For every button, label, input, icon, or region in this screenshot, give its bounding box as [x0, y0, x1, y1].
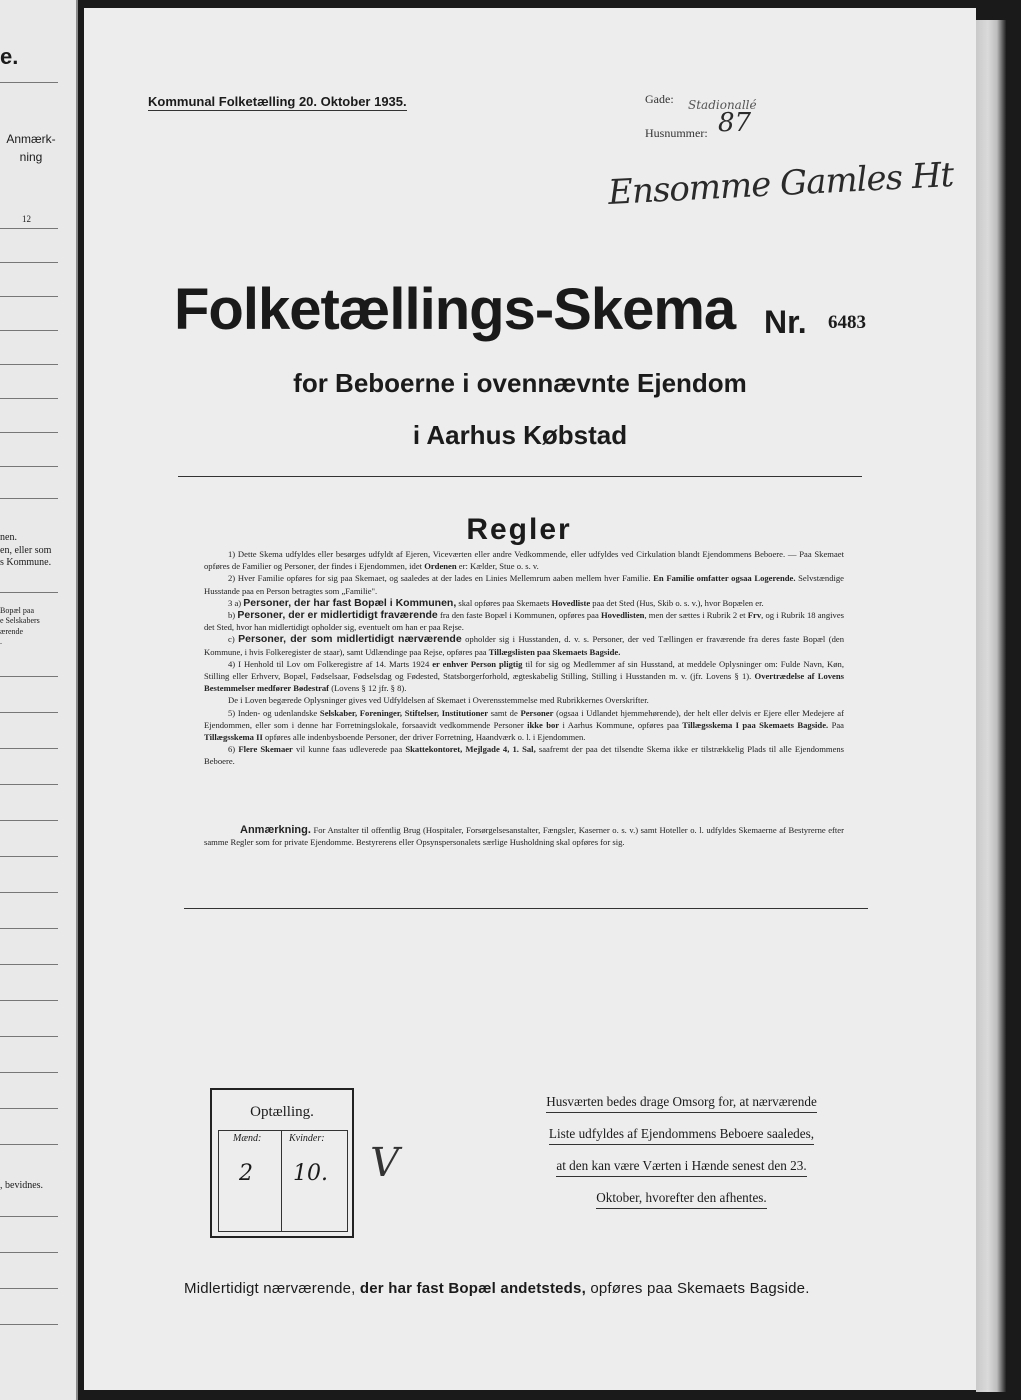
remark-text [204, 824, 844, 849]
remark-body: For Anstalter til offentlig Brug (Hospitaler, Forsørgelsesanstalter, Fængsler, Kaserner o. s. v.) samt Hoteller o. l. udfyldes Skemaerne af Bestyrerne efter samme Regler som for private Ejendomme. Bestyrerens eller Opsynspersonalets særlige Husholdning skal opføres for sig. [204, 825, 844, 848]
left-page-rule [0, 856, 58, 857]
rule-2: 2) Hver Familie opføres for sig paa Skemaet, og saaledes at der lades en Linies Mellemrum aaben mellem hver Familie. En Familie omfatter ogsaa Logerende. Selvstændige Husstande paa en Person betragtes som „Familie". [204, 573, 844, 596]
left-page-rule [0, 498, 58, 499]
left-page-rule [0, 1216, 58, 1217]
rule-3b: b) Personer, der er midlertidigt fraværende fra den faste Bopæl i Kommunen, opføres paa Hovedlisten, men der sættes i Rubrik 2 et Frv, og i Rubrik 18 angives det Sted, hvor han midlertidigt opholder sig, eventuelt om han er paa Rejse. [204, 609, 844, 633]
left-page-rule [0, 296, 58, 297]
left-page-rule [0, 466, 58, 467]
left-page-rule [0, 330, 58, 331]
form-subtitle-city: i Aarhus Købstad [412, 420, 628, 450]
rule-6: 6) Flere Skemaer vil kunne faas udleverede paa Skattekontoret, Mejlgade 4, 1. Sal, saafremt der paa det tilsendte Skema ikke er tilstrækkelig Plads til alle Ejendommens Beboere. [204, 744, 845, 767]
left-page-rule [0, 676, 58, 677]
notice-line: Husværten bedes drage Omsorg for, at nærværende [546, 1094, 817, 1113]
left-page-rule [0, 398, 58, 399]
left-page-rule [0, 364, 58, 365]
tally-divider [281, 1131, 282, 1231]
street-value: Stadionallé [688, 98, 757, 112]
left-page-rule [0, 1252, 58, 1253]
left-page-rule [0, 928, 58, 929]
left-page-rule [0, 1288, 58, 1289]
left-page-column-number: 12 [22, 214, 31, 224]
form-title: Folketællings-Skema [174, 277, 736, 342]
tally-women-label: Kvinder: [289, 1133, 325, 1144]
rule-4: 4) I Henhold til Lov om Folkeregistre af 14. Marts 1924 er enhver Person pligtig til for sig og Medlemmer af sin Husstand, at meddele Oplysninger om: Fulde Navn, Køn, Stilling eller Erhverv, Bopæl, Fødselsaar, Fødselsdag og Fødested, Statsborgerforhold, ægteskabelig Stilling, Stilling i Husstanden m. v. (jfr. Lovens § 1). Overtrædelse af Lovens Bestemmelser medfører Bødestraf (Lovens § 12 jfr. § 8). [204, 658, 844, 694]
left-page-rule [0, 712, 58, 713]
form-number-label: Nr. [764, 304, 807, 340]
rules-text [204, 548, 844, 768]
tally-men-label: Mænd: [233, 1133, 262, 1144]
left-page-rule [0, 748, 58, 749]
handwritten-note: Ensomme Gamles Ht [607, 154, 955, 214]
rule-5: 5) Inden- og udenlandske Selskaber, Foreninger, Stiftelser, Institutioner samt de Personer (ogsaa i Udlandet hjemmehørende), der helt eller delvis er Ejere eller Medejere af Ejendommen, eller som i denne har Forretningslokale, forsaavidt vedkommende Personer ikke bor i Aarhus Kommune, opføres paa Tillægsskema I paa Skemaets Bagside. Paa Tillægsskema II opføres alle indenbysboende Personer, der driver Forretning, Haandværk o. l. i Ejendommen. [204, 707, 844, 743]
rule-4-note: De i Loven begærede Oplysninger gives ved Udfyldelsen af Skemaet i Overensstemmelse med Rubrikkernes Overskrifter. [228, 695, 649, 706]
notice-line: Oktober, hvorefter den afhentes. [596, 1190, 766, 1209]
rule-1: 1) Dette Skema udfyldes eller besørges udfyldt af Ejeren, Viceværten eller andre Vedkommende, eller udfyldes ved Cirkulation blandt Ejendommens Beboere. — Paa Skemaet opføres de Familier og Personer, der findes i Ejendommen, idet Ordenen er: Kælder, Stue o. s. v. [204, 549, 844, 572]
left-page-rule [0, 1108, 58, 1109]
form-number-value: 6483 [828, 312, 866, 333]
left-page-edge [0, 0, 78, 1400]
rules-heading: Regler [466, 513, 572, 546]
footer-note: Midlertidigt nærværende, der har fast Bopæl andetsteds, opføres paa Skemaets Bagside. [184, 1280, 810, 1297]
divider [184, 908, 868, 909]
left-page-rule [0, 964, 58, 965]
left-page-letter: e. [0, 44, 19, 69]
left-page-rule [0, 262, 58, 263]
left-page-rule [0, 1000, 58, 1001]
left-page-rule [0, 1144, 58, 1145]
left-page-rule [0, 592, 58, 593]
left-page-rule [0, 820, 58, 821]
notice-line: Liste udfyldes af Ejendommens Beboere saaledes, [549, 1126, 814, 1145]
tally-title: Optælling. [250, 1104, 314, 1120]
divider [178, 476, 862, 477]
left-page-rule [0, 1036, 58, 1037]
left-page-rule [0, 892, 58, 893]
left-page-column-header: Anmærk- ning [6, 132, 56, 164]
notice-line: at den kan være Værten i Hænde senest den 23. [556, 1158, 806, 1177]
left-page-rule [0, 228, 58, 229]
tally-table [218, 1130, 348, 1232]
tally-box [210, 1088, 354, 1238]
rule-3c: c) Personer, der som midlertidigt nærværende opholder sig i Husstanden, d. v. s. Personer, der ved Tællingen er fraværende fra deres faste Bopæl (den Kommune, i hvis Folkeregister de staar), samt Udlændinge paa Rejse, opføres paa Tillægslisten paa Skemaets Bagside. [204, 633, 844, 657]
tally-men-value: 2 [239, 1161, 253, 1186]
census-form-page [84, 8, 976, 1390]
left-page-rule [0, 82, 58, 83]
left-page-rule [0, 432, 58, 433]
landlord-notice [514, 1093, 849, 1221]
left-page-text-fragment: Bopæl paa e Selskabers ærende . [0, 606, 40, 647]
tally-women-value: 10. [293, 1161, 328, 1186]
house-number-value: 87 [718, 108, 752, 138]
left-page-text-fragment: , bevidnes. [0, 1180, 44, 1191]
form-subtitle: for Beboerne i ovennævnte Ejendom [293, 368, 747, 398]
left-page-rule [0, 1072, 58, 1073]
remark-label: Anmærkning. [240, 824, 311, 836]
street-label: Gade: [645, 92, 674, 106]
left-page-rule [0, 784, 58, 785]
house-number-label: Husnummer: [645, 126, 708, 140]
rule-3a: 3 a) Personer, der har fast Bopæl i Kommunen, skal opføres paa Skemaets Hovedliste paa det Sted (Hus, Skib o. s. v.), hvor Bopælen er. [228, 596, 764, 609]
left-page-rule [0, 1324, 58, 1325]
census-header: Kommunal Folketælling 20. Oktober 1935. [148, 94, 407, 109]
left-page-text-fragment: nen. en, eller som s Kommune. [0, 532, 52, 568]
page-stack-edge [976, 20, 1006, 1392]
checkmark: V [365, 1140, 403, 1186]
